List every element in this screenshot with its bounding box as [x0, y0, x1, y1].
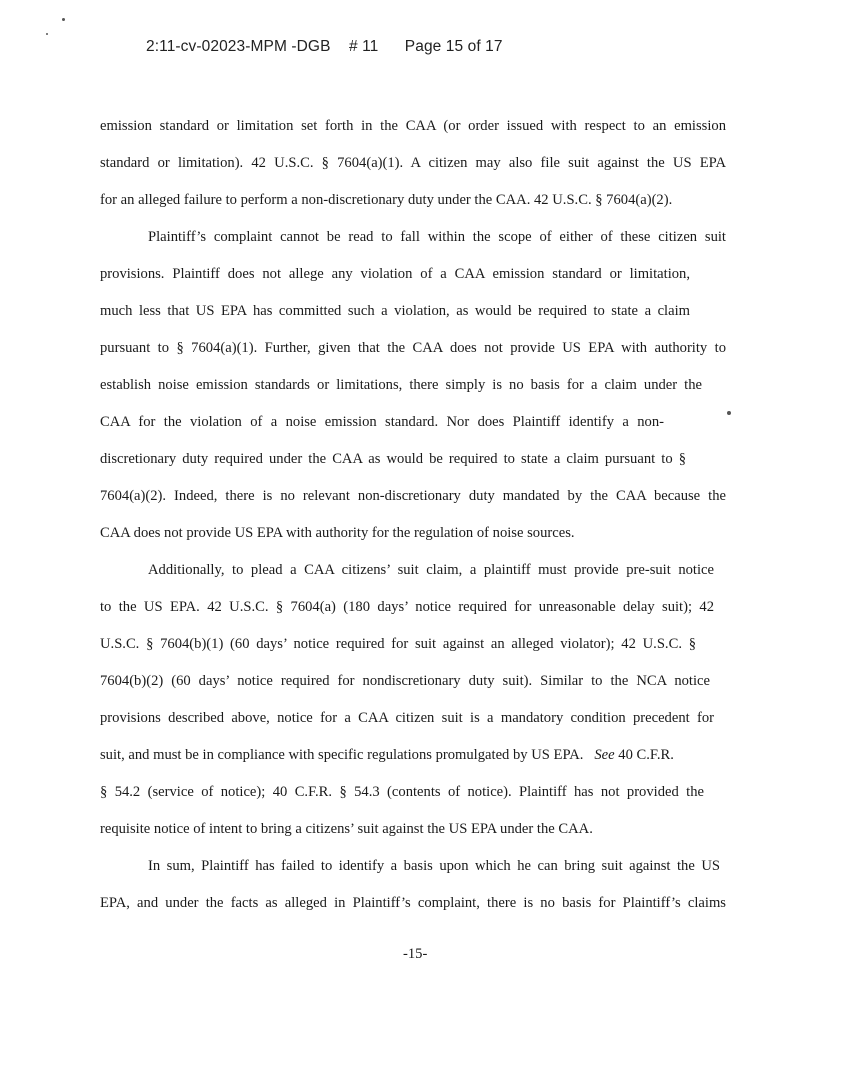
page-number: -15-: [403, 946, 428, 962]
scan-speck: [62, 18, 65, 21]
case-number: 2:11-cv-02023-MPM -DGB: [146, 38, 331, 55]
body-line: establish noise emission standards or limitations, there simply is no basis for a claim under the: [100, 377, 702, 393]
body-line: to the US EPA. 42 U.S.C. § 7604(a) (180 days’ notice required for unreasonable delay suit); 42: [100, 599, 714, 615]
body-text: suit, and must be in compliance with specific regulations promulgated by US EPA.: [100, 747, 584, 763]
body-line: CAA for the violation of a noise emission standard. Nor does Plaintiff identify a non-: [100, 414, 664, 430]
body-line: U.S.C. § 7604(b)(1) (60 days’ notice required for suit against an alleged violator); 42 U.S.C. §: [100, 636, 696, 652]
body-line-with-signal: [100, 746, 674, 764]
body-line: for an alleged failure to perform a non-discretionary duty under the CAA. 42 U.S.C. § 7604(a)(2).: [100, 192, 673, 208]
page-indicator: Page 15 of 17: [404, 38, 503, 55]
ecf-header: [146, 38, 503, 56]
body-line: standard or limitation). 42 U.S.C. § 7604(a)(1). A citizen may also file suit against the US EPA: [100, 155, 726, 171]
body-line: provisions. Plaintiff does not allege any violation of a CAA emission standard or limitation,: [100, 266, 690, 282]
body-line: provisions described above, notice for a CAA citizen suit is a mandatory condition precedent for: [100, 710, 714, 726]
document-number: # 11: [348, 38, 379, 55]
scan-speck: [46, 33, 48, 35]
body-line: § 54.2 (service of notice); 40 C.F.R. § 54.3 (contents of notice). Plaintiff has not provided the: [100, 784, 704, 800]
citation-signal: See: [594, 747, 615, 763]
body-line: much less that US EPA has committed such a violation, as would be required to state a claim: [100, 303, 690, 319]
body-line: discretionary duty required under the CAA as would be required to state a claim pursuant to §: [100, 451, 686, 467]
body-line: requisite notice of intent to bring a citizens’ suit against the US EPA under the CAA.: [100, 821, 593, 837]
paragraph-start-line: Plaintiff’s complaint cannot be read to fall within the scope of either of these citizen suit: [148, 229, 726, 245]
body-line: 7604(a)(2). Indeed, there is no relevant non-discretionary duty mandated by the CAA because the: [100, 488, 726, 504]
body-line: 7604(b)(2) (60 days’ notice required for nondiscretionary duty suit). Similar to the NCA notice: [100, 673, 710, 689]
body-line: CAA does not provide US EPA with authority for the regulation of noise sources.: [100, 525, 575, 541]
body-line: emission standard or limitation set forth in the CAA (or order issued with respect to an emission: [100, 118, 726, 134]
paragraph-start-line: Additionally, to plead a CAA citizens’ suit claim, a plaintiff must provide pre-suit notice: [148, 562, 714, 578]
body-line: pursuant to § 7604(a)(1). Further, given that the CAA does not provide US EPA with authority to: [100, 340, 726, 356]
scan-speck: [727, 411, 731, 415]
paragraph-start-line: In sum, Plaintiff has failed to identify a basis upon which he can bring suit against the US: [148, 858, 720, 874]
citation-text: 40 C.F.R.: [618, 747, 674, 763]
body-line: EPA, and under the facts as alleged in Plaintiff’s complaint, there is no basis for Plaintiff’s claims: [100, 895, 726, 911]
